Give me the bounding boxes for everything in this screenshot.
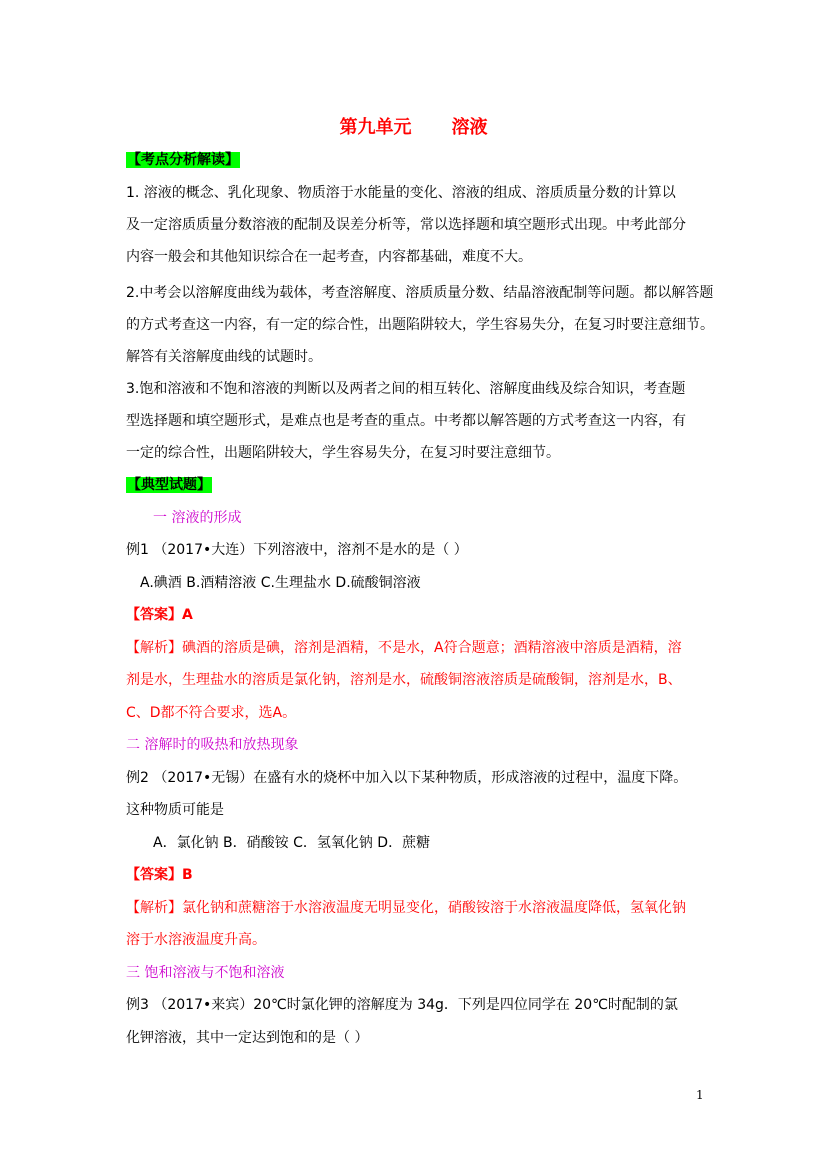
explanation-line: 【解析】碘酒的溶质是碘，溶剂是酒精，不是水，A符合题意；酒精溶液中溶质是酒精，溶 — [126, 640, 682, 656]
title-unit: 第九单元 — [339, 117, 412, 138]
analysis-line: 的方式考查这一内容，有一定的综合性，出题陷阱较大，学生容易失分，在复习时要注意细节。 — [126, 317, 714, 333]
title-topic: 溶液 — [451, 117, 488, 138]
topic-heading: 一 溶液的形成 — [153, 510, 242, 526]
question-text: 例1 （2017•大连）下列溶液中，溶剂不是水的是（ ） — [126, 542, 468, 558]
question-text: 这种物质可能是 — [126, 802, 224, 818]
page-title — [0, 113, 827, 139]
analysis-line: 及一定溶质质量分数溶液的配制及误差分析等，常以选择题和填空题形式出现。中考此部分 — [126, 217, 686, 233]
explanation-line: 【解析】氯化钠和蔗糖溶于水溶液温度无明显变化，硝酸铵溶于水溶液温度降低，氢氧化钠 — [126, 900, 686, 916]
analysis-line: 解答有关溶解度曲线的试题时。 — [126, 349, 322, 365]
question-text: 例3 （2017•来宾）20℃时氯化钾的溶解度为 34g．下列是四位同学在 20℃时配制的氯 — [126, 997, 678, 1013]
question-text: 化钾溶液，其中一定达到饱和的是（ ） — [126, 1030, 369, 1046]
analysis-line: 内容一般会和其他知识综合在一起考查，内容都基础，难度不大。 — [126, 249, 532, 265]
topic-heading: 三 饱和溶液与不饱和溶液 — [126, 965, 285, 981]
explanation-line: 剂是水，生理盐水的溶质是氯化钠，溶剂是水，硫酸铜溶液溶质是硫酸铜，溶剂是水，B、 — [126, 672, 682, 688]
question-options: A．氯化钠 B．硝酸铵 C．氢氧化钠 D．蔗糖 — [153, 835, 431, 851]
analysis-line: 2.中考会以溶解度曲线为载体，考查溶解度、溶质质量分数、结晶溶液配制等问题。都以解答题 — [126, 285, 714, 301]
explanation-line: 溶于水溶液温度升高。 — [126, 932, 266, 948]
analysis-line: 3.饱和溶液和不饱和溶液的判断以及两者之间的相互转化、溶解度曲线及综合知识，考查题 — [126, 381, 686, 397]
answer-text: 【答案】A — [126, 607, 193, 623]
analysis-line: 一定的综合性，出题陷阱较大，学生容易失分，在复习时要注意细节。 — [126, 445, 560, 461]
question-text: 例2 （2017•无锡）在盛有水的烧杯中加入以下某种物质，形成溶液的过程中，温度下降。 — [126, 770, 688, 786]
typical-section-tag: 【典型试题】 — [127, 477, 211, 493]
analysis-line: 型选择题和填空题形式，是难点也是考查的重点。中考都以解答题的方式考查这一内容，有 — [126, 413, 686, 429]
analysis-section-tag: 【考点分析解读】 — [127, 152, 239, 168]
topic-heading: 二 溶解时的吸热和放热现象 — [126, 737, 299, 753]
page-number: 1 — [696, 1088, 704, 1102]
question-options: A.碘酒 B.酒精溶液 C.生理盐水 D.硫酸铜溶液 — [140, 575, 421, 591]
answer-text: 【答案】B — [126, 867, 193, 883]
analysis-line: 1. 溶液的概念、乳化现象、物质溶于水能量的变化、溶液的组成、溶质质量分数的计算以 — [126, 185, 676, 201]
explanation-line: C、D都不符合要求，选A。 — [126, 705, 297, 721]
